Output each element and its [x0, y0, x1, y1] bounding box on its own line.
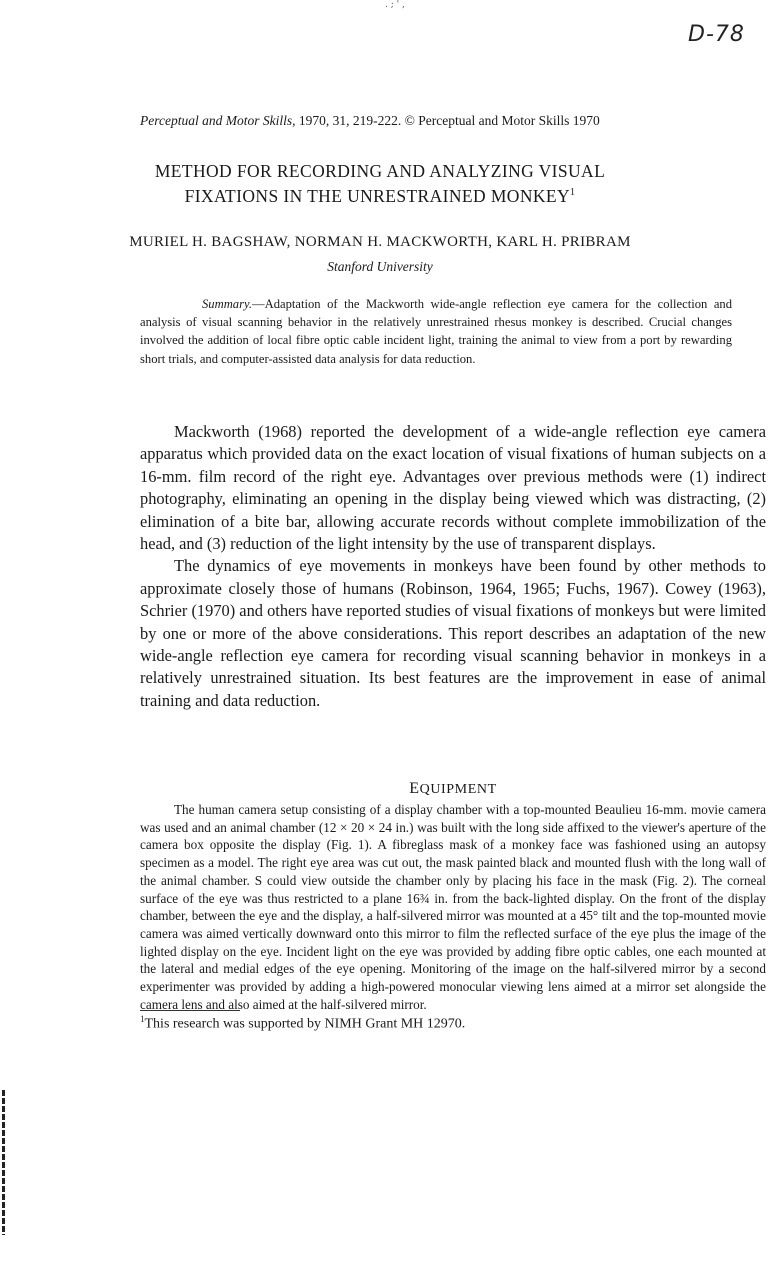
section-heading-equipment	[140, 780, 766, 798]
journal-name: Perceptual and Motor Skills,	[140, 113, 296, 128]
body-text	[140, 421, 766, 712]
summary-text: —Adaptation of the Mackworth wide-angle reflection eye camera for the collection and analysis of visual scanning behavior in the relatively unrestrained rhesus monkey is described. Crucial changes involved the addition of local fibre optic cable incident light, training the animal to view from a port by rewarding short trials, and computer-assisted data analysis for data reduction.	[140, 297, 732, 366]
title-line-2	[120, 182, 640, 207]
handwritten-note: D-78	[688, 22, 745, 47]
journal-citation	[140, 113, 760, 129]
author-list: MURIEL H. BAGSHAW, NORMAN H. MACKWORTH, KARL H. PRIBRAM	[129, 234, 631, 250]
scan-specks: . ; ' ,	[385, 0, 405, 10]
scan-margin-mark	[2, 1090, 5, 1235]
title-line-2-text: FIXATIONS IN THE UNRESTRAINED MONKEY	[184, 185, 571, 206]
body-paragraph-1: Mackworth (1968) reported the development of a wide-angle reflection eye camera apparatus which provided data on the exact location of visual fixations of human subjects on a 16-mm. film record of the right eye. Advantages over previous methods were (1) indirect photography, eliminating an opening in the display being viewed which was distracting, (2) elimination of a bite bar, allowing accurate records without complete immobilization of the head, and (3) reduction of the light intensity by the use of transparent displays.	[140, 422, 766, 554]
section-heading-rest: QUIPMENT	[419, 782, 497, 797]
title-footnote-mark: 1	[570, 187, 576, 198]
footnote-divider	[140, 1010, 240, 1011]
equipment-paragraph: The human camera setup consisting of a display chamber with a top-mounted Beaulieu 16-mm. movie camera was used and an animal chamber (12 × 20 × 24 in.) was built with the long side affixed to the viewer's aperture of the camera box opposite the display (Fig. 1). A fibreglass mask of a monkey face was fashioned using an autopsy specimen as a model. The right eye area was cut out, the mask painted black and mounted flush with the long wall of the animal chamber. S could view outside the chamber only by placing his face in the mask (Fig. 2). The corneal surface of the eye was thus restricted to a plane 16¾ in. from the back-lighted display. On the front of the display chamber, between the eye and the display, a half-silvered mirror was mounted at a 45° tilt and the top-mounted movie camera was aimed vertically downward onto this mirror to film the reflected surface of the eye plus the image of the lighted display on the eye. Incident light on the eye was provided by adding fibre optic cables, one each mounted at the lateral and medial edges of the eye opening. Monitoring of the image on the half-silvered mirror by a second experimenter was provided by adding a high-powered monocular viewing lens aimed at a mirror set alongside the camera lens and also aimed at the half-silvered mirror.	[140, 802, 766, 1012]
footnote-mark: 1	[140, 1014, 145, 1024]
body-paragraph-2: The dynamics of eye movements in monkeys have been found by other methods to approximate closely those of humans (Robinson, 1964, 1965; Fuchs, 1967). Cowey (1963), Schrier (1970) and others have reported studies of visual fixations of monkeys but were limited by one or more of the above considerations. This report describes an adaptation of the new wide-angle reflection eye camera for recording visual scanning behavior in monkeys in a relatively unrestrained situation. Its best features are the improvement in ease of animal training and data reduction.	[140, 556, 766, 710]
paper-title	[120, 160, 640, 207]
author-affiliation: Stanford University	[327, 259, 433, 274]
footnote	[140, 1014, 760, 1033]
summary-abstract	[140, 295, 732, 368]
section-heading-initial: E	[409, 780, 420, 797]
footnote-text: This research was supported by NIMH Grant MH 12970.	[144, 1016, 466, 1032]
summary-label: Summary.	[202, 297, 253, 311]
journal-details: 1970, 31, 219-222. © Perceptual and Motor Skills 1970	[295, 113, 600, 128]
title-line-1: METHOD FOR RECORDING AND ANALYZING VISUAL	[154, 161, 606, 181]
